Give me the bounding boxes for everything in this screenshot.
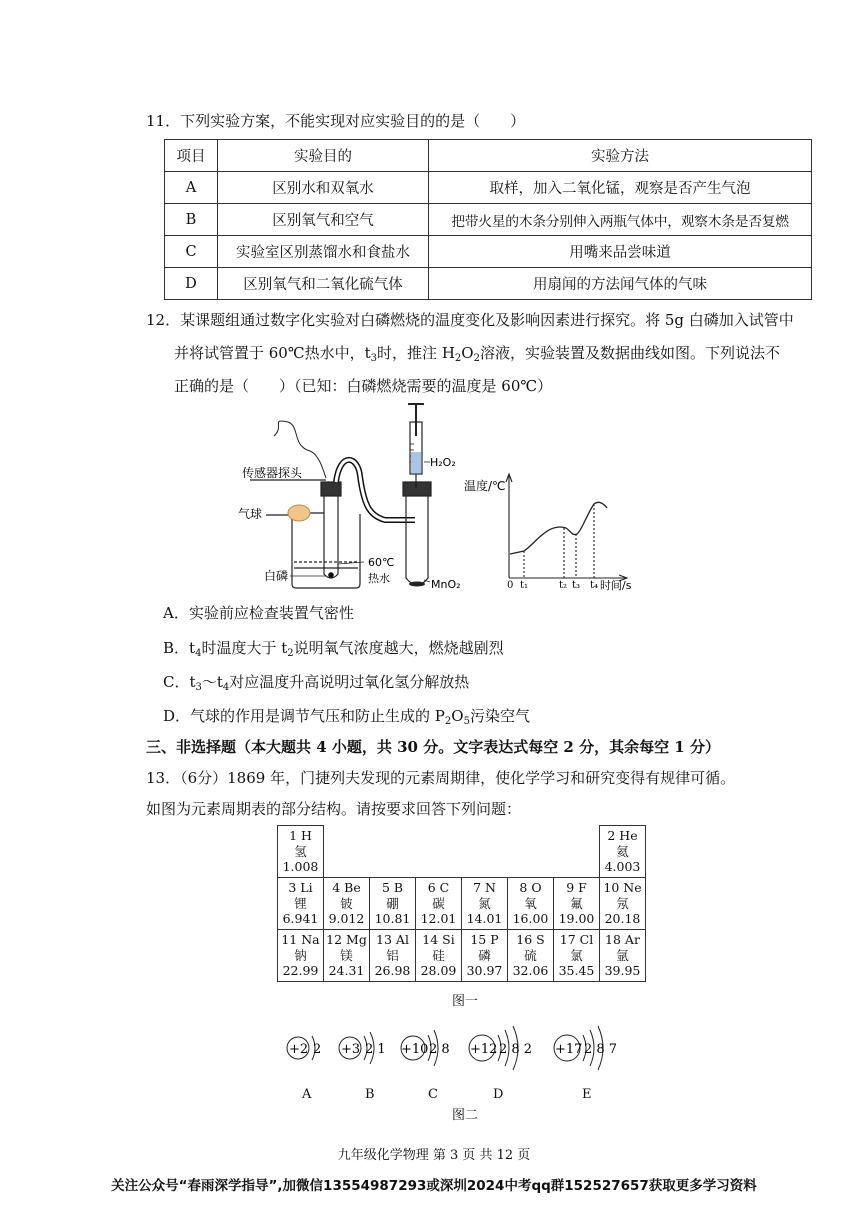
text: D．气球的作用是调节气压和防止生成的 P [163, 707, 445, 725]
name: 氟 [570, 895, 583, 911]
name: 氮 [478, 895, 491, 911]
symbol: 13 Al [376, 932, 409, 948]
table-cell: 把带火星的木条分别伸入两瓶气体中，观察木条是否复燃 [429, 204, 812, 236]
element-cell [324, 930, 370, 982]
atom-label-a: A [302, 1087, 312, 1102]
name: 氖 [616, 895, 629, 911]
mass: 26.98 [374, 963, 411, 979]
name: 氯 [570, 947, 583, 963]
atom-label-d: D [493, 1087, 504, 1102]
symbol: 17 Cl [559, 932, 594, 948]
symbol: 12 Mg [326, 932, 367, 948]
header-cell: 实验目的 [218, 140, 429, 172]
mass: 10.81 [374, 911, 411, 927]
temp-graph [506, 474, 627, 581]
symbol: 5 B [381, 880, 404, 896]
name: 磷 [478, 947, 491, 963]
subscript: 5 [463, 716, 470, 727]
name: 硫 [524, 947, 537, 963]
element-cell-he [600, 826, 646, 878]
table-row [278, 878, 646, 930]
h2o2-liquid [411, 452, 421, 473]
q11-stem: 11．下列实验方案，不能实现对应实验目的的是（ ） [146, 112, 526, 130]
section-heading: 三、非选择题（本大题共 4 小题，共 30 分。文字表达式每空 2 分，其余每空 1 分） [146, 738, 720, 756]
shells-d: 2 8 2 [499, 1042, 533, 1057]
shells-a: 2 [313, 1042, 322, 1057]
table-cell: 区别水和双氧水 [218, 172, 429, 204]
inner-tube [324, 496, 338, 578]
element-cell [324, 878, 370, 930]
subscript: 2 [473, 353, 480, 364]
q13-line1: 13．（6分）1869 年，门捷列夫发现的元素周期律，使化学学习和研究变得有规律可循。 [146, 769, 736, 787]
mass: 1.008 [282, 859, 319, 875]
table-cell: 实验室区别蒸馏水和食盐水 [218, 236, 429, 268]
tick-t3: t₃ [572, 580, 581, 591]
element-cell [600, 930, 646, 982]
symbol: 9 F [566, 880, 587, 896]
name: 硼 [386, 895, 399, 911]
table-cell: A [165, 172, 218, 204]
symbol: 1 H [289, 828, 312, 844]
mass: 16.00 [512, 911, 549, 927]
name: 铝 [386, 947, 399, 963]
mass: 4.003 [604, 859, 641, 875]
mass: 39.95 [604, 963, 641, 979]
element-cell [462, 878, 508, 930]
element-cell [508, 930, 554, 982]
element-cell [600, 878, 646, 930]
name: 碳 [432, 895, 445, 911]
name: 氢 [294, 843, 307, 859]
tick-t4: t₄ [590, 580, 599, 591]
nucleus-a-charge: +2 [289, 1042, 309, 1057]
mass: 28.09 [420, 963, 457, 979]
mno2-solid [409, 582, 425, 587]
temp-curve [510, 502, 607, 554]
atom-label-e: E [582, 1087, 592, 1102]
mass: 24.31 [328, 963, 365, 979]
table-cell: C [165, 236, 218, 268]
text: 污染空气 [469, 707, 530, 725]
mass: 9.012 [328, 911, 365, 927]
text: 时，推注 H [377, 344, 455, 362]
subscript: 4 [222, 682, 230, 693]
tick-0: 0 [507, 580, 514, 591]
text: O [451, 707, 464, 725]
periodic-table [277, 825, 646, 982]
name: 氧 [524, 895, 537, 911]
tick-t2: t₂ [559, 580, 568, 591]
text: 溶液，实验装置及数据曲线如图。下列说法不 [479, 344, 780, 362]
header-cell: 项目 [165, 140, 218, 172]
text: 时温度大于 t [201, 639, 288, 657]
atom-label-b: B [365, 1087, 375, 1102]
text: C．t [163, 673, 196, 691]
element-cell [554, 930, 600, 982]
table-row [165, 236, 812, 268]
q12-option-b [163, 638, 504, 664]
shells-b: 2 1 [365, 1042, 386, 1057]
tick-t1: t₁ [520, 580, 529, 591]
balloon-icon [288, 505, 310, 521]
header-cell: 实验方法 [429, 140, 812, 172]
name: 镁 [340, 947, 353, 963]
name: 硅 [432, 947, 445, 963]
nucleus-b-charge: +3 [341, 1042, 361, 1057]
q12-option-a: A．实验前应检查装置气密性 [163, 604, 354, 622]
name: 氦 [616, 843, 629, 859]
table-row [165, 204, 812, 236]
symbol: 10 Ne [603, 880, 642, 896]
apparatus-figure [230, 396, 650, 598]
element-cell [370, 930, 416, 982]
element-cell [508, 878, 554, 930]
stopper-left [321, 482, 341, 496]
page-footer: 九年级化学物理 第 3 页 共 12 页 [337, 1148, 531, 1163]
element-cell [462, 930, 508, 982]
mass: 12.01 [420, 911, 457, 927]
h2o2-label: H₂O₂ [430, 456, 456, 469]
element-cell [278, 878, 324, 930]
q12-option-c [163, 672, 469, 698]
subscript: 3 [370, 353, 378, 364]
table-cell: 取样，加入二氧化锰，观察是否产生气泡 [429, 172, 812, 204]
test-tube [406, 496, 428, 585]
element-cell-h [278, 826, 324, 878]
nucleus-e-charge: +17 [555, 1042, 583, 1057]
subscript: 4 [195, 648, 202, 659]
symbol: 8 O [519, 880, 542, 896]
name: 钠 [294, 947, 307, 963]
mass: 30.97 [466, 963, 503, 979]
text: 并将试管置于 60℃热水中，t [174, 344, 371, 362]
subscript: 2 [444, 716, 452, 727]
symbol: 15 P [470, 932, 499, 948]
element-cell [416, 930, 462, 982]
table-cell: 用嘴来品尝味道 [429, 236, 812, 268]
table-cell: D [165, 268, 218, 300]
symbol: 4 Be [332, 880, 361, 896]
name: 铍 [340, 895, 353, 911]
table-cell: B [165, 204, 218, 236]
q12-line2 [174, 343, 780, 369]
element-cell [554, 878, 600, 930]
q13-line2: 如图为元素周期表的部分结构。请按要求回答下列问题： [146, 800, 522, 818]
symbol: 3 Li [288, 880, 313, 896]
shells-c: 2 8 [429, 1042, 450, 1057]
mass: 20.18 [604, 911, 641, 927]
symbol: 16 S [516, 932, 545, 948]
table-row [278, 826, 646, 878]
subscript: 2 [454, 353, 462, 364]
q12-line1: 12．某课题组通过数字化实验对白磷燃烧的温度变化及影响因素进行探究。将 5g 白磷加入试管中 [146, 311, 794, 329]
mass: 22.99 [282, 963, 319, 979]
text: B．t [163, 639, 196, 657]
figure-2-caption: 图二 [452, 1108, 479, 1123]
y-axis-label: 温度/℃ [464, 479, 506, 493]
table-cell: 区别氧气和空气 [218, 204, 429, 236]
water-label: 热水 [368, 572, 390, 585]
x-axis-label: 时间/s [600, 579, 632, 592]
element-cell [278, 930, 324, 982]
phosphorus-label: 白磷 [264, 569, 289, 583]
subscript: 3 [195, 682, 202, 693]
promo-banner: 关注公众号“春雨深学指导”,加微信13554987293或深圳2024中考qq群152527657获取更多学习资料 [111, 1178, 757, 1194]
text: ～t [201, 673, 223, 691]
mass: 6.941 [282, 911, 319, 927]
mass: 35.45 [558, 963, 595, 979]
symbol: 11 Na [281, 932, 320, 948]
phosphorus-dot [328, 572, 334, 578]
symbol: 18 Ar [605, 932, 640, 948]
nucleus-c-charge: +10 [401, 1042, 429, 1057]
name: 氩 [616, 947, 629, 963]
subscript: 2 [287, 648, 294, 659]
name: 锂 [294, 895, 307, 911]
nucleus-d-charge: +12 [470, 1042, 498, 1057]
beaker [292, 514, 360, 588]
table-row [165, 172, 812, 204]
mass: 19.00 [558, 911, 595, 927]
water-temp-label: 60℃ [368, 556, 395, 569]
atom-diagrams [280, 1018, 620, 1078]
table-cell: 用扇闻的方法闻气体的气味 [429, 268, 812, 300]
symbol: 14 Si [422, 932, 455, 948]
text: 对应温度升高说明过氧化氢分解放热 [229, 673, 470, 691]
stopper-right [403, 482, 431, 496]
atom-label-c: C [428, 1087, 438, 1102]
q12-option-d [163, 706, 530, 732]
symbol: 6 C [427, 880, 450, 896]
element-cell [416, 878, 462, 930]
symbol: 7 N [473, 880, 496, 896]
table-row [278, 930, 646, 982]
figure-1-caption: 图一 [452, 994, 479, 1009]
table-row [165, 268, 812, 300]
text: 说明氧气浓度越大，燃烧越剧烈 [293, 639, 504, 657]
table-cell: 区别氧气和二氧化硫气体 [218, 268, 429, 300]
q12-line3: 正确的是（ ）（已知：白磷燃烧需要的温度是 60℃） [174, 377, 553, 395]
empty-cell [324, 826, 600, 878]
symbol: 2 He [607, 828, 638, 844]
mass: 14.01 [466, 911, 503, 927]
text: O [461, 344, 474, 362]
shells-e: 2 8 7 [584, 1042, 618, 1057]
q11-table [164, 139, 812, 300]
sensor-label: 传感器探头 [242, 466, 303, 480]
mno2-label: MnO₂ [431, 578, 461, 591]
table-row [165, 140, 812, 172]
element-cell [370, 878, 416, 930]
balloon-label: 气球 [238, 507, 263, 521]
mass: 32.06 [512, 963, 549, 979]
